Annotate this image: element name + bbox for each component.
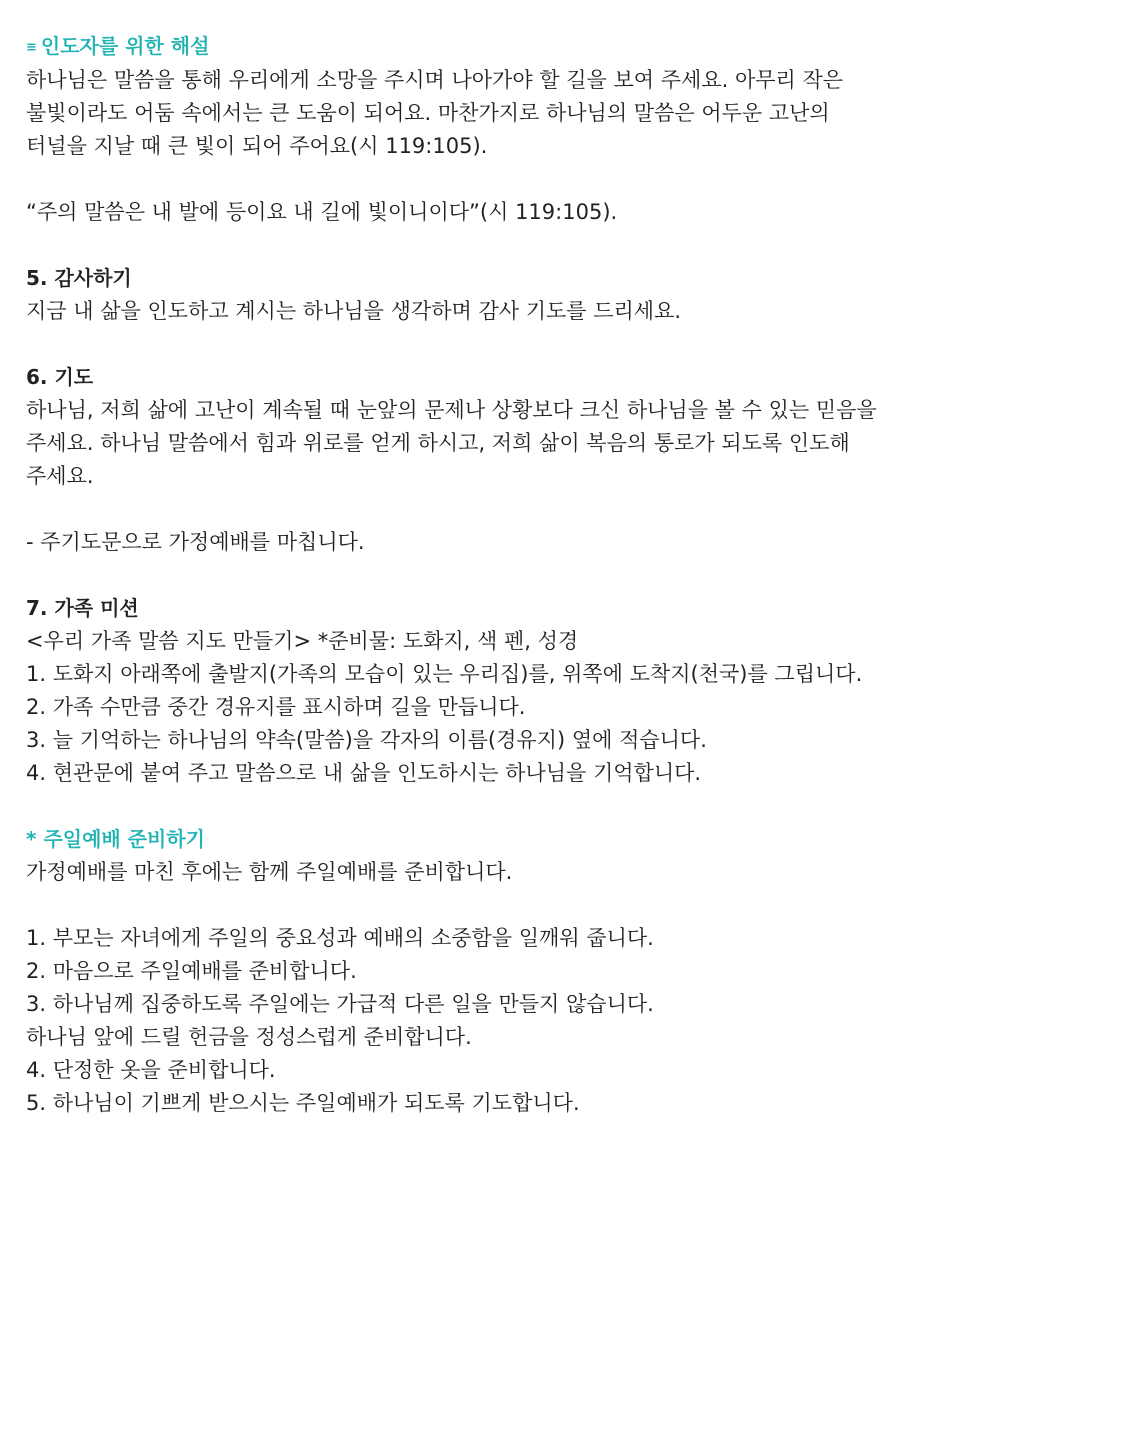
thanks-heading: 5. 감사하기: [26, 266, 132, 290]
asterisk-bullet-icon: *: [26, 827, 37, 851]
sunday-line: 4. 단정한 옷을 준비합니다.: [26, 1058, 276, 1082]
sunday-line: 하나님 앞에 드릴 헌금을 정성스럽게 준비합니다.: [26, 1025, 472, 1049]
guide-heading: [26, 30, 1109, 64]
mission-line: 1. 도화지 아래쪽에 출발지(가족의 모습이 있는 우리집)를, 위쪽에 도착지(천국)를 그립니다.: [26, 662, 863, 686]
guide-paragraph-line: 터널을 지날 때 큰 빛이 되어 주어요(시 119:105).: [26, 134, 488, 158]
sunday-line: 1. 부모는 자녀에게 주일의 중요성과 예배의 소중함을 일깨워 줍니다.: [26, 926, 654, 950]
sunday-line: 2. 마음으로 주일예배를 준비합니다.: [26, 959, 357, 983]
mission-line: 4. 현관문에 붙여 주고 말씀으로 내 삶을 인도하시는 하나님을 기억합니다.: [26, 761, 702, 785]
sunday-title: 주일예배 준비하기: [43, 827, 205, 851]
prayer-line: 하나님, 저희 삶에 고난이 계속될 때 눈앞의 문제나 상황보다 크신 하나님을 볼 수 있는 믿음을: [26, 398, 877, 422]
sunday-line: 3. 하나님께 집중하도록 주일에는 가급적 다른 일을 만들지 않습니다.: [26, 992, 654, 1016]
sunday-heading: [26, 823, 1109, 856]
sunday-line: 5. 하나님이 기쁘게 받으시는 주일예배가 되도록 기도합니다.: [26, 1091, 580, 1115]
guide-paragraph-line: 하나님은 말씀을 통해 우리에게 소망을 주시며 나아가야 할 길을 보여 주세요. 아무리 작은: [26, 68, 844, 92]
scripture-quote: “주의 말씀은 내 발에 등이요 내 길에 빛이니이다”(시 119:105).: [26, 200, 618, 224]
prayer-closing: - 주기도문으로 가정예배를 마칩니다.: [26, 530, 365, 554]
mission-line: <우리 가족 말씀 지도 만들기> *준비물: 도화지, 색 펜, 성경: [26, 629, 579, 653]
guide-title: 인도자를 위한 해설: [40, 34, 210, 58]
prayer-line: 주세요. 하나님 말씀에서 힘과 위로를 얻게 하시고, 저희 삶이 복음의 통로가 되도록 인도해: [26, 431, 850, 455]
menu-bullet-icon: ≡: [26, 40, 37, 55]
mission-line: 2. 가족 수만큼 중간 경유지를 표시하며 길을 만듭니다.: [26, 695, 526, 719]
mission-heading: 7. 가족 미션: [26, 596, 139, 620]
prayer-line: 주세요.: [26, 464, 94, 488]
sunday-intro: 가정예배를 마친 후에는 함께 주일예배를 준비합니다.: [26, 860, 513, 884]
thanks-line: 지금 내 삶을 인도하고 계시는 하나님을 생각하며 감사 기도를 드리세요.: [26, 299, 682, 323]
guide-paragraph-line: 불빛이라도 어둠 속에서는 큰 도움이 되어요. 마찬가지로 하나님의 말씀은 어두운 고난의: [26, 101, 830, 125]
mission-line: 3. 늘 기억하는 하나님의 약속(말씀)을 각자의 이름(경유지) 옆에 적습니다.: [26, 728, 707, 752]
prayer-heading: 6. 기도: [26, 365, 94, 389]
